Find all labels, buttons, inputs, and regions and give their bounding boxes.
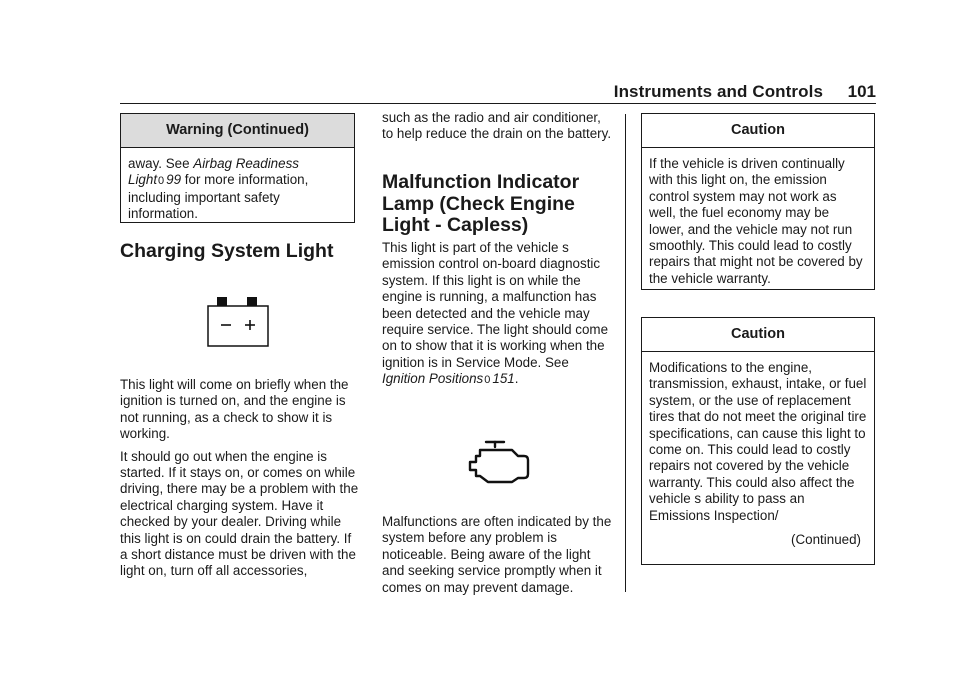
ignition-link[interactable]: Ignition: [382, 371, 426, 387]
mil-para-1-text: This light is part of the vehicle s emission control on-board diagnostic system. If this light is on while the engine is running, a malfunction has been detected and the vehicle may require service. The light should come on to show that it is working when the ignition is in Service Mode. See: [382, 240, 609, 370]
charging-para-1: This light will come on briefly when the ignition is turned on, and the engine is not running, as a check to show it is working.: [120, 377, 349, 442]
mil-para-2: Malfunctions are often indicated by the system before any problem is noticeable. Being aware of the light and seeking service promptly when it comes on may prevent damage.: [382, 514, 612, 595]
caution-title: Caution: [642, 114, 874, 148]
page-ref[interactable]: 151: [492, 371, 515, 387]
continued-label: (Continued): [791, 532, 861, 548]
warning-box: [120, 113, 355, 223]
mil-body: [382, 240, 614, 389]
caution-text: Modifications to the engine, transmission, exhaust, intake, or fuel system, or the use of replacement tires that do not meet the original tire specifications, can cause this light to come on. This could lead to costly repairs not covered by the vehicle warranty. This could also affect the vehicle s ability to pass an Emissions Inspection/: [649, 360, 867, 523]
page-ref[interactable]: 99: [166, 172, 182, 188]
caution-box-2: [641, 317, 875, 565]
charging-para-2: It should go out when the engine is started. If it stays on, or comes on while driving, there may be a problem with the electrical charging system. Have it checked by your dealer. Driving while this light is on could drain the battery. If a short distance must be driven with the light on, turn off all accessories,: [120, 448, 359, 579]
heading-line: Light - Capless): [382, 214, 529, 236]
warning-box-title: Warning (Continued): [121, 114, 354, 148]
warning-box-body: [121, 148, 354, 223]
warning-line: information.: [128, 206, 198, 222]
page-number: 101: [847, 82, 876, 101]
positions-link[interactable]: Positions: [428, 371, 484, 387]
heading-line: Malfunction Indicator: [382, 171, 580, 193]
section-heading-charging: Charging System Light: [120, 240, 334, 262]
warning-text: away. See: [128, 156, 194, 171]
period: .: [514, 371, 519, 387]
warning-text-after: for more information,: [181, 172, 309, 188]
caution-box-1: [641, 113, 875, 290]
caution-body: If the vehicle is driven continually with this light on, the emission control system may not work as well, the fuel economy may be lower, and the vehicle may not run smoothly. This could lead to costly repairs that might not be covered by the vehicle warranty.: [649, 156, 863, 286]
continued-paragraph: such as the radio and air conditioner, to help reduce the drain on the battery.: [382, 110, 612, 142]
warning-line: including important safety: [128, 189, 280, 205]
caution-title: Caution: [642, 318, 874, 352]
page-ref-arrow-icon: 0: [158, 175, 165, 188]
airbag-light-link[interactable]: Airbag Readiness: [193, 156, 299, 171]
heading-line: Lamp (Check Engine: [382, 192, 575, 215]
mil-body-2: [382, 514, 614, 596]
caution-body: [642, 352, 874, 548]
header-rule: [120, 103, 876, 104]
running-header-title: Instruments and Controls: [613, 82, 823, 101]
column-rule: [625, 114, 626, 592]
section-heading-mil: [382, 172, 579, 237]
charging-body: [120, 377, 360, 580]
check-engine-icon: [466, 438, 532, 489]
col2-continued-text: [382, 110, 614, 143]
mil-para-1: [382, 240, 614, 389]
page-ref-arrow-icon: 0: [484, 374, 491, 387]
battery-icon: [207, 297, 271, 354]
airbag-light-link-cont[interactable]: Light: [128, 172, 158, 188]
